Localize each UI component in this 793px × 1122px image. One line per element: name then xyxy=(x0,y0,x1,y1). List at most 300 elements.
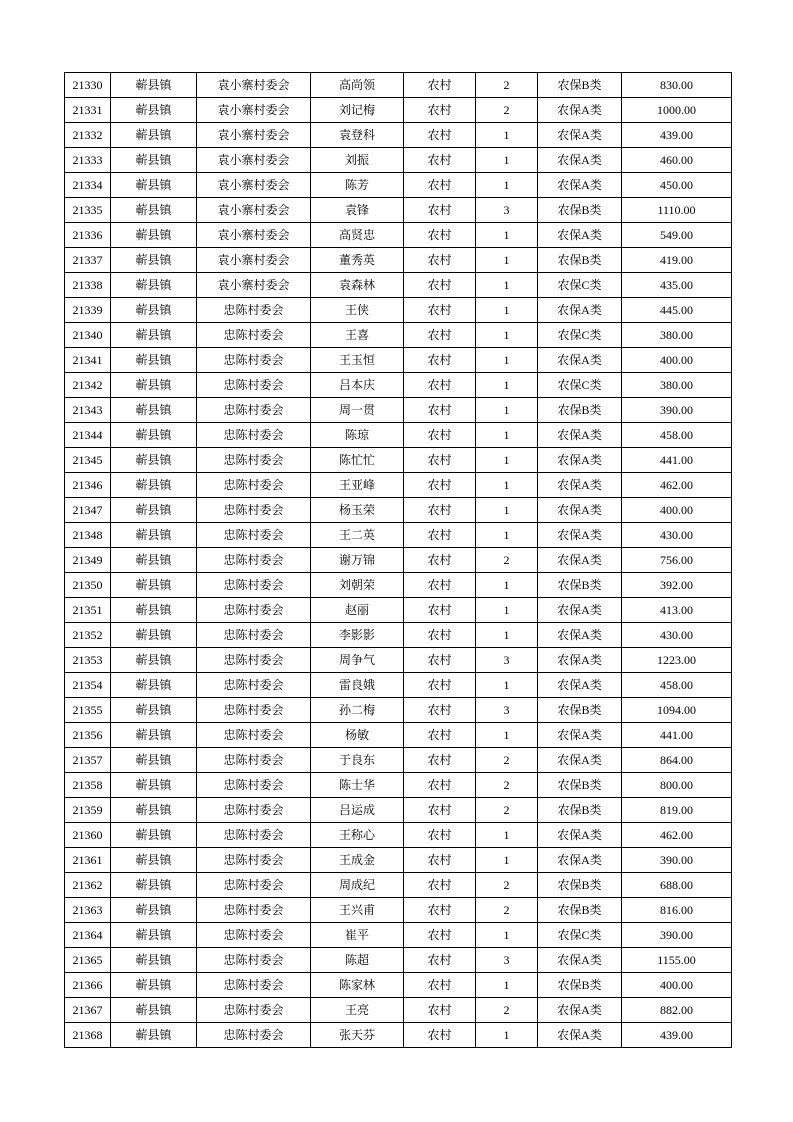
table-cell: 忠陈村委会 xyxy=(197,323,311,348)
table-cell: 21351 xyxy=(65,598,111,623)
table-cell: 430.00 xyxy=(622,623,732,648)
table-cell: 蕲县镇 xyxy=(111,798,197,823)
table-row xyxy=(65,723,732,748)
table-cell: 忠陈村委会 xyxy=(197,748,311,773)
table-row xyxy=(65,123,732,148)
table-cell: 忠陈村委会 xyxy=(197,798,311,823)
table-cell: 高贤忠 xyxy=(311,223,404,248)
table-cell: 1 xyxy=(476,923,538,948)
table-cell: 忠陈村委会 xyxy=(197,573,311,598)
table-cell: 雷良娥 xyxy=(311,673,404,698)
table-cell: 蕲县镇 xyxy=(111,448,197,473)
table-cell: 董秀英 xyxy=(311,248,404,273)
table-cell: 农村 xyxy=(404,148,476,173)
table-cell: 忠陈村委会 xyxy=(197,623,311,648)
table-cell: 21358 xyxy=(65,773,111,798)
table-cell: 21336 xyxy=(65,223,111,248)
table-cell: 蕲县镇 xyxy=(111,423,197,448)
table-cell: 蕲县镇 xyxy=(111,923,197,948)
table-cell: 21343 xyxy=(65,398,111,423)
table-row xyxy=(65,598,732,623)
table-cell: 农保B类 xyxy=(538,248,622,273)
table-cell: 21346 xyxy=(65,473,111,498)
table-cell: 400.00 xyxy=(622,348,732,373)
table-row xyxy=(65,1023,732,1048)
table-cell: 袁小寨村委会 xyxy=(197,173,311,198)
table-cell: 549.00 xyxy=(622,223,732,248)
table-cell: 3 xyxy=(476,198,538,223)
table-cell: 1 xyxy=(476,1023,538,1048)
table-cell: 21365 xyxy=(65,948,111,973)
table-cell: 农村 xyxy=(404,973,476,998)
table-cell: 袁小寨村委会 xyxy=(197,223,311,248)
table-cell: 1 xyxy=(476,373,538,398)
table-cell: 王二英 xyxy=(311,523,404,548)
table-cell: 王玉恒 xyxy=(311,348,404,373)
table-cell: 蕲县镇 xyxy=(111,723,197,748)
table-cell: 农村 xyxy=(404,723,476,748)
table-cell: 1110.00 xyxy=(622,198,732,223)
table-cell: 农村 xyxy=(404,998,476,1023)
table-cell: 439.00 xyxy=(622,1023,732,1048)
table-cell: 王亮 xyxy=(311,998,404,1023)
table-row xyxy=(65,873,732,898)
table-cell: 农村 xyxy=(404,223,476,248)
table-cell: 忠陈村委会 xyxy=(197,973,311,998)
table-cell: 忠陈村委会 xyxy=(197,898,311,923)
table-cell: 王侠 xyxy=(311,298,404,323)
table-cell: 农保A类 xyxy=(538,348,622,373)
table-cell: 农村 xyxy=(404,873,476,898)
table-cell: 1094.00 xyxy=(622,698,732,723)
table-cell: 农村 xyxy=(404,548,476,573)
table-cell: 农保B类 xyxy=(538,573,622,598)
table-cell: 21335 xyxy=(65,198,111,223)
table-row xyxy=(65,498,732,523)
table-cell: 蕲县镇 xyxy=(111,873,197,898)
table-cell: 21353 xyxy=(65,648,111,673)
table-cell: 蕲县镇 xyxy=(111,548,197,573)
table-cell: 380.00 xyxy=(622,373,732,398)
table-cell: 忠陈村委会 xyxy=(197,948,311,973)
table-cell: 蕲县镇 xyxy=(111,398,197,423)
table-cell: 农村 xyxy=(404,523,476,548)
table-cell: 赵丽 xyxy=(311,598,404,623)
table-cell: 864.00 xyxy=(622,748,732,773)
table-cell: 王成金 xyxy=(311,848,404,873)
table-cell: 21357 xyxy=(65,748,111,773)
table-cell: 忠陈村委会 xyxy=(197,698,311,723)
table-cell: 458.00 xyxy=(622,423,732,448)
table-cell: 忠陈村委会 xyxy=(197,873,311,898)
table-cell: 21344 xyxy=(65,423,111,448)
table-cell: 农保C类 xyxy=(538,373,622,398)
table-cell: 380.00 xyxy=(622,323,732,348)
table-row xyxy=(65,698,732,723)
table-cell: 农保B类 xyxy=(538,198,622,223)
table-cell: 蕲县镇 xyxy=(111,123,197,148)
table-cell: 1 xyxy=(476,598,538,623)
table-cell: 430.00 xyxy=(622,523,732,548)
table-row xyxy=(65,348,732,373)
table-cell: 1 xyxy=(476,273,538,298)
table-cell: 蕲县镇 xyxy=(111,198,197,223)
table-cell: 于良东 xyxy=(311,748,404,773)
table-cell: 农村 xyxy=(404,323,476,348)
table-cell: 忠陈村委会 xyxy=(197,773,311,798)
table-cell: 农村 xyxy=(404,73,476,98)
table-cell: 蕲县镇 xyxy=(111,898,197,923)
table-cell: 21342 xyxy=(65,373,111,398)
table-cell: 1 xyxy=(476,573,538,598)
table-cell: 王兴甫 xyxy=(311,898,404,923)
table-row xyxy=(65,148,732,173)
table-cell: 农村 xyxy=(404,373,476,398)
table-cell: 1223.00 xyxy=(622,648,732,673)
table-row xyxy=(65,523,732,548)
table-cell: 陈家林 xyxy=(311,973,404,998)
table-cell: 农保A类 xyxy=(538,173,622,198)
table-cell: 农保A类 xyxy=(538,523,622,548)
table-cell: 农村 xyxy=(404,648,476,673)
table-row xyxy=(65,298,732,323)
table-cell: 周争气 xyxy=(311,648,404,673)
table-row xyxy=(65,548,732,573)
table-cell: 忠陈村委会 xyxy=(197,398,311,423)
table-cell: 1 xyxy=(476,398,538,423)
table-cell: 400.00 xyxy=(622,973,732,998)
table-row xyxy=(65,948,732,973)
table-cell: 忠陈村委会 xyxy=(197,548,311,573)
table-cell: 农保A类 xyxy=(538,998,622,1023)
table-cell: 王称心 xyxy=(311,823,404,848)
table-cell: 蕲县镇 xyxy=(111,298,197,323)
table-cell: 21350 xyxy=(65,573,111,598)
table-cell: 蕲县镇 xyxy=(111,73,197,98)
table-cell: 忠陈村委会 xyxy=(197,1023,311,1048)
table-cell: 袁小寨村委会 xyxy=(197,123,311,148)
table-row xyxy=(65,648,732,673)
table-cell: 1 xyxy=(476,448,538,473)
table-cell: 蕲县镇 xyxy=(111,473,197,498)
table-cell: 农保A类 xyxy=(538,98,622,123)
table-cell: 2 xyxy=(476,898,538,923)
table-cell: 2 xyxy=(476,873,538,898)
table-cell: 农村 xyxy=(404,948,476,973)
table-cell: 413.00 xyxy=(622,598,732,623)
table-cell: 农村 xyxy=(404,298,476,323)
table-row xyxy=(65,398,732,423)
table-row xyxy=(65,323,732,348)
table-cell: 忠陈村委会 xyxy=(197,823,311,848)
table-cell: 农村 xyxy=(404,348,476,373)
table-cell: 819.00 xyxy=(622,798,732,823)
table-cell: 农保B类 xyxy=(538,973,622,998)
table-row xyxy=(65,623,732,648)
table-cell: 农村 xyxy=(404,498,476,523)
table-cell: 忠陈村委会 xyxy=(197,723,311,748)
table-cell: 蕲县镇 xyxy=(111,748,197,773)
table-cell: 袁锋 xyxy=(311,198,404,223)
table-cell: 农保A类 xyxy=(538,473,622,498)
table-cell: 陈琼 xyxy=(311,423,404,448)
table-cell: 农保A类 xyxy=(538,723,622,748)
table-cell: 农保A类 xyxy=(538,123,622,148)
table-cell: 农保A类 xyxy=(538,423,622,448)
table-cell: 2 xyxy=(476,748,538,773)
data-table xyxy=(64,72,732,1048)
table-cell: 李影影 xyxy=(311,623,404,648)
table-cell: 1 xyxy=(476,223,538,248)
table-cell: 农保A类 xyxy=(538,848,622,873)
table-cell: 孙二梅 xyxy=(311,698,404,723)
table-row xyxy=(65,798,732,823)
table-cell: 农村 xyxy=(404,698,476,723)
table-cell: 袁小寨村委会 xyxy=(197,273,311,298)
table-cell: 2 xyxy=(476,773,538,798)
table-cell: 816.00 xyxy=(622,898,732,923)
table-row xyxy=(65,823,732,848)
table-cell: 农村 xyxy=(404,473,476,498)
table-row xyxy=(65,748,732,773)
table-cell: 441.00 xyxy=(622,448,732,473)
table-cell: 439.00 xyxy=(622,123,732,148)
table-cell: 蕲县镇 xyxy=(111,773,197,798)
table-cell: 蕲县镇 xyxy=(111,523,197,548)
table-cell: 忠陈村委会 xyxy=(197,523,311,548)
table-cell: 农保B类 xyxy=(538,873,622,898)
table-cell: 3 xyxy=(476,648,538,673)
table-row xyxy=(65,223,732,248)
table-row xyxy=(65,73,732,98)
table-cell: 21364 xyxy=(65,923,111,948)
table-cell: 刘记梅 xyxy=(311,98,404,123)
table-row xyxy=(65,573,732,598)
table-row xyxy=(65,423,732,448)
table-cell: 农保B类 xyxy=(538,773,622,798)
table-cell: 21333 xyxy=(65,148,111,173)
table-cell: 21334 xyxy=(65,173,111,198)
table-cell: 农保A类 xyxy=(538,748,622,773)
table-cell: 谢万锦 xyxy=(311,548,404,573)
table-cell: 蕲县镇 xyxy=(111,273,197,298)
table-cell: 崔平 xyxy=(311,923,404,948)
table-cell: 2 xyxy=(476,998,538,1023)
table-cell: 3 xyxy=(476,698,538,723)
table-cell: 390.00 xyxy=(622,923,732,948)
table-cell: 农保A类 xyxy=(538,823,622,848)
table-cell: 刘振 xyxy=(311,148,404,173)
table-cell: 农保A类 xyxy=(538,223,622,248)
table-cell: 21352 xyxy=(65,623,111,648)
table-cell: 杨敏 xyxy=(311,723,404,748)
table-cell: 21363 xyxy=(65,898,111,923)
table-cell: 周成纪 xyxy=(311,873,404,898)
table-cell: 农村 xyxy=(404,273,476,298)
table-cell: 蕲县镇 xyxy=(111,848,197,873)
table-cell: 农村 xyxy=(404,923,476,948)
table-cell: 农保B类 xyxy=(538,398,622,423)
table-cell: 农村 xyxy=(404,398,476,423)
table-cell: 2 xyxy=(476,798,538,823)
table-cell: 忠陈村委会 xyxy=(197,423,311,448)
table-cell: 吕本庆 xyxy=(311,373,404,398)
table-cell: 21331 xyxy=(65,98,111,123)
table-cell: 忠陈村委会 xyxy=(197,998,311,1023)
table-cell: 农村 xyxy=(404,423,476,448)
table-cell: 462.00 xyxy=(622,823,732,848)
table-cell: 21339 xyxy=(65,298,111,323)
table-cell: 21330 xyxy=(65,73,111,98)
table-cell: 460.00 xyxy=(622,148,732,173)
table-cell: 农保C类 xyxy=(538,273,622,298)
table-cell: 21360 xyxy=(65,823,111,848)
table-row xyxy=(65,973,732,998)
table-cell: 21341 xyxy=(65,348,111,373)
table-cell: 农保B类 xyxy=(538,698,622,723)
table-cell: 21332 xyxy=(65,123,111,148)
table-cell: 蕲县镇 xyxy=(111,223,197,248)
table-cell: 农村 xyxy=(404,673,476,698)
table-cell: 1 xyxy=(476,523,538,548)
table-cell: 392.00 xyxy=(622,573,732,598)
table-row xyxy=(65,898,732,923)
table-cell: 农村 xyxy=(404,598,476,623)
table-cell: 农保A类 xyxy=(538,648,622,673)
table-cell: 21347 xyxy=(65,498,111,523)
table-row xyxy=(65,198,732,223)
table-cell: 435.00 xyxy=(622,273,732,298)
table-cell: 袁登科 xyxy=(311,123,404,148)
table-row xyxy=(65,848,732,873)
table-cell: 1 xyxy=(476,848,538,873)
table-cell: 390.00 xyxy=(622,398,732,423)
table-cell: 农村 xyxy=(404,798,476,823)
table-cell: 忠陈村委会 xyxy=(197,498,311,523)
table-cell: 忠陈村委会 xyxy=(197,648,311,673)
table-cell: 蕲县镇 xyxy=(111,323,197,348)
table-cell: 农保A类 xyxy=(538,548,622,573)
table-cell: 21361 xyxy=(65,848,111,873)
table-cell: 蕲县镇 xyxy=(111,698,197,723)
table-cell: 忠陈村委会 xyxy=(197,373,311,398)
table-cell: 农村 xyxy=(404,198,476,223)
table-cell: 419.00 xyxy=(622,248,732,273)
table-row xyxy=(65,273,732,298)
table-cell: 袁小寨村委会 xyxy=(197,98,311,123)
table-cell: 农保B类 xyxy=(538,73,622,98)
table-cell: 800.00 xyxy=(622,773,732,798)
table-cell: 农村 xyxy=(404,448,476,473)
table-cell: 蕲县镇 xyxy=(111,598,197,623)
table-cell: 陈士华 xyxy=(311,773,404,798)
table-cell: 农保A类 xyxy=(538,148,622,173)
table-cell: 农保A类 xyxy=(538,623,622,648)
table-cell: 21359 xyxy=(65,798,111,823)
table-cell: 蕲县镇 xyxy=(111,673,197,698)
table-cell: 21338 xyxy=(65,273,111,298)
table-cell: 蕲县镇 xyxy=(111,373,197,398)
table-cell: 1 xyxy=(476,148,538,173)
table-body xyxy=(65,73,732,1048)
table-cell: 21367 xyxy=(65,998,111,1023)
table-cell: 458.00 xyxy=(622,673,732,698)
table-cell: 蕲县镇 xyxy=(111,348,197,373)
table-cell: 农村 xyxy=(404,173,476,198)
table-cell: 袁小寨村委会 xyxy=(197,73,311,98)
table-cell: 1 xyxy=(476,823,538,848)
table-cell: 21362 xyxy=(65,873,111,898)
table-cell: 袁小寨村委会 xyxy=(197,198,311,223)
table-cell: 忠陈村委会 xyxy=(197,598,311,623)
table-cell: 袁小寨村委会 xyxy=(197,148,311,173)
table-row xyxy=(65,773,732,798)
table-cell: 1 xyxy=(476,423,538,448)
table-cell: 刘朝荣 xyxy=(311,573,404,598)
table-cell: 蕲县镇 xyxy=(111,98,197,123)
table-cell: 蕲县镇 xyxy=(111,173,197,198)
table-row xyxy=(65,473,732,498)
table-cell: 农保A类 xyxy=(538,673,622,698)
table-row xyxy=(65,923,732,948)
table-cell: 400.00 xyxy=(622,498,732,523)
table-cell: 1155.00 xyxy=(622,948,732,973)
table-cell: 蕲县镇 xyxy=(111,623,197,648)
table-cell: 农村 xyxy=(404,248,476,273)
table-cell: 21366 xyxy=(65,973,111,998)
table-cell: 21368 xyxy=(65,1023,111,1048)
table-cell: 蕲县镇 xyxy=(111,498,197,523)
table-cell: 21349 xyxy=(65,548,111,573)
table-cell: 390.00 xyxy=(622,848,732,873)
table-cell: 462.00 xyxy=(622,473,732,498)
table-row xyxy=(65,373,732,398)
table-cell: 蕲县镇 xyxy=(111,1023,197,1048)
table-cell: 农村 xyxy=(404,898,476,923)
table-cell: 蕲县镇 xyxy=(111,948,197,973)
table-cell: 1 xyxy=(476,248,538,273)
table-cell: 农村 xyxy=(404,623,476,648)
table-cell: 1 xyxy=(476,723,538,748)
table-cell: 1 xyxy=(476,973,538,998)
table-cell: 忠陈村委会 xyxy=(197,298,311,323)
table-cell: 21354 xyxy=(65,673,111,698)
table-cell: 陈忙忙 xyxy=(311,448,404,473)
table-cell: 441.00 xyxy=(622,723,732,748)
table-cell: 王亚峰 xyxy=(311,473,404,498)
table-cell: 农保A类 xyxy=(538,448,622,473)
table-cell: 吕运成 xyxy=(311,798,404,823)
table-cell: 688.00 xyxy=(622,873,732,898)
table-cell: 1 xyxy=(476,323,538,348)
table-cell: 830.00 xyxy=(622,73,732,98)
table-cell: 农村 xyxy=(404,573,476,598)
table-cell: 21340 xyxy=(65,323,111,348)
table-cell: 王喜 xyxy=(311,323,404,348)
table-cell: 1 xyxy=(476,298,538,323)
table-cell: 忠陈村委会 xyxy=(197,923,311,948)
table-cell: 21345 xyxy=(65,448,111,473)
table-cell: 农保A类 xyxy=(538,498,622,523)
table-row xyxy=(65,448,732,473)
table-cell: 蕲县镇 xyxy=(111,648,197,673)
table-cell: 周一贯 xyxy=(311,398,404,423)
table-cell: 蕲县镇 xyxy=(111,573,197,598)
table-cell: 农村 xyxy=(404,748,476,773)
table-cell: 蕲县镇 xyxy=(111,148,197,173)
table-cell: 882.00 xyxy=(622,998,732,1023)
table-cell: 农村 xyxy=(404,773,476,798)
